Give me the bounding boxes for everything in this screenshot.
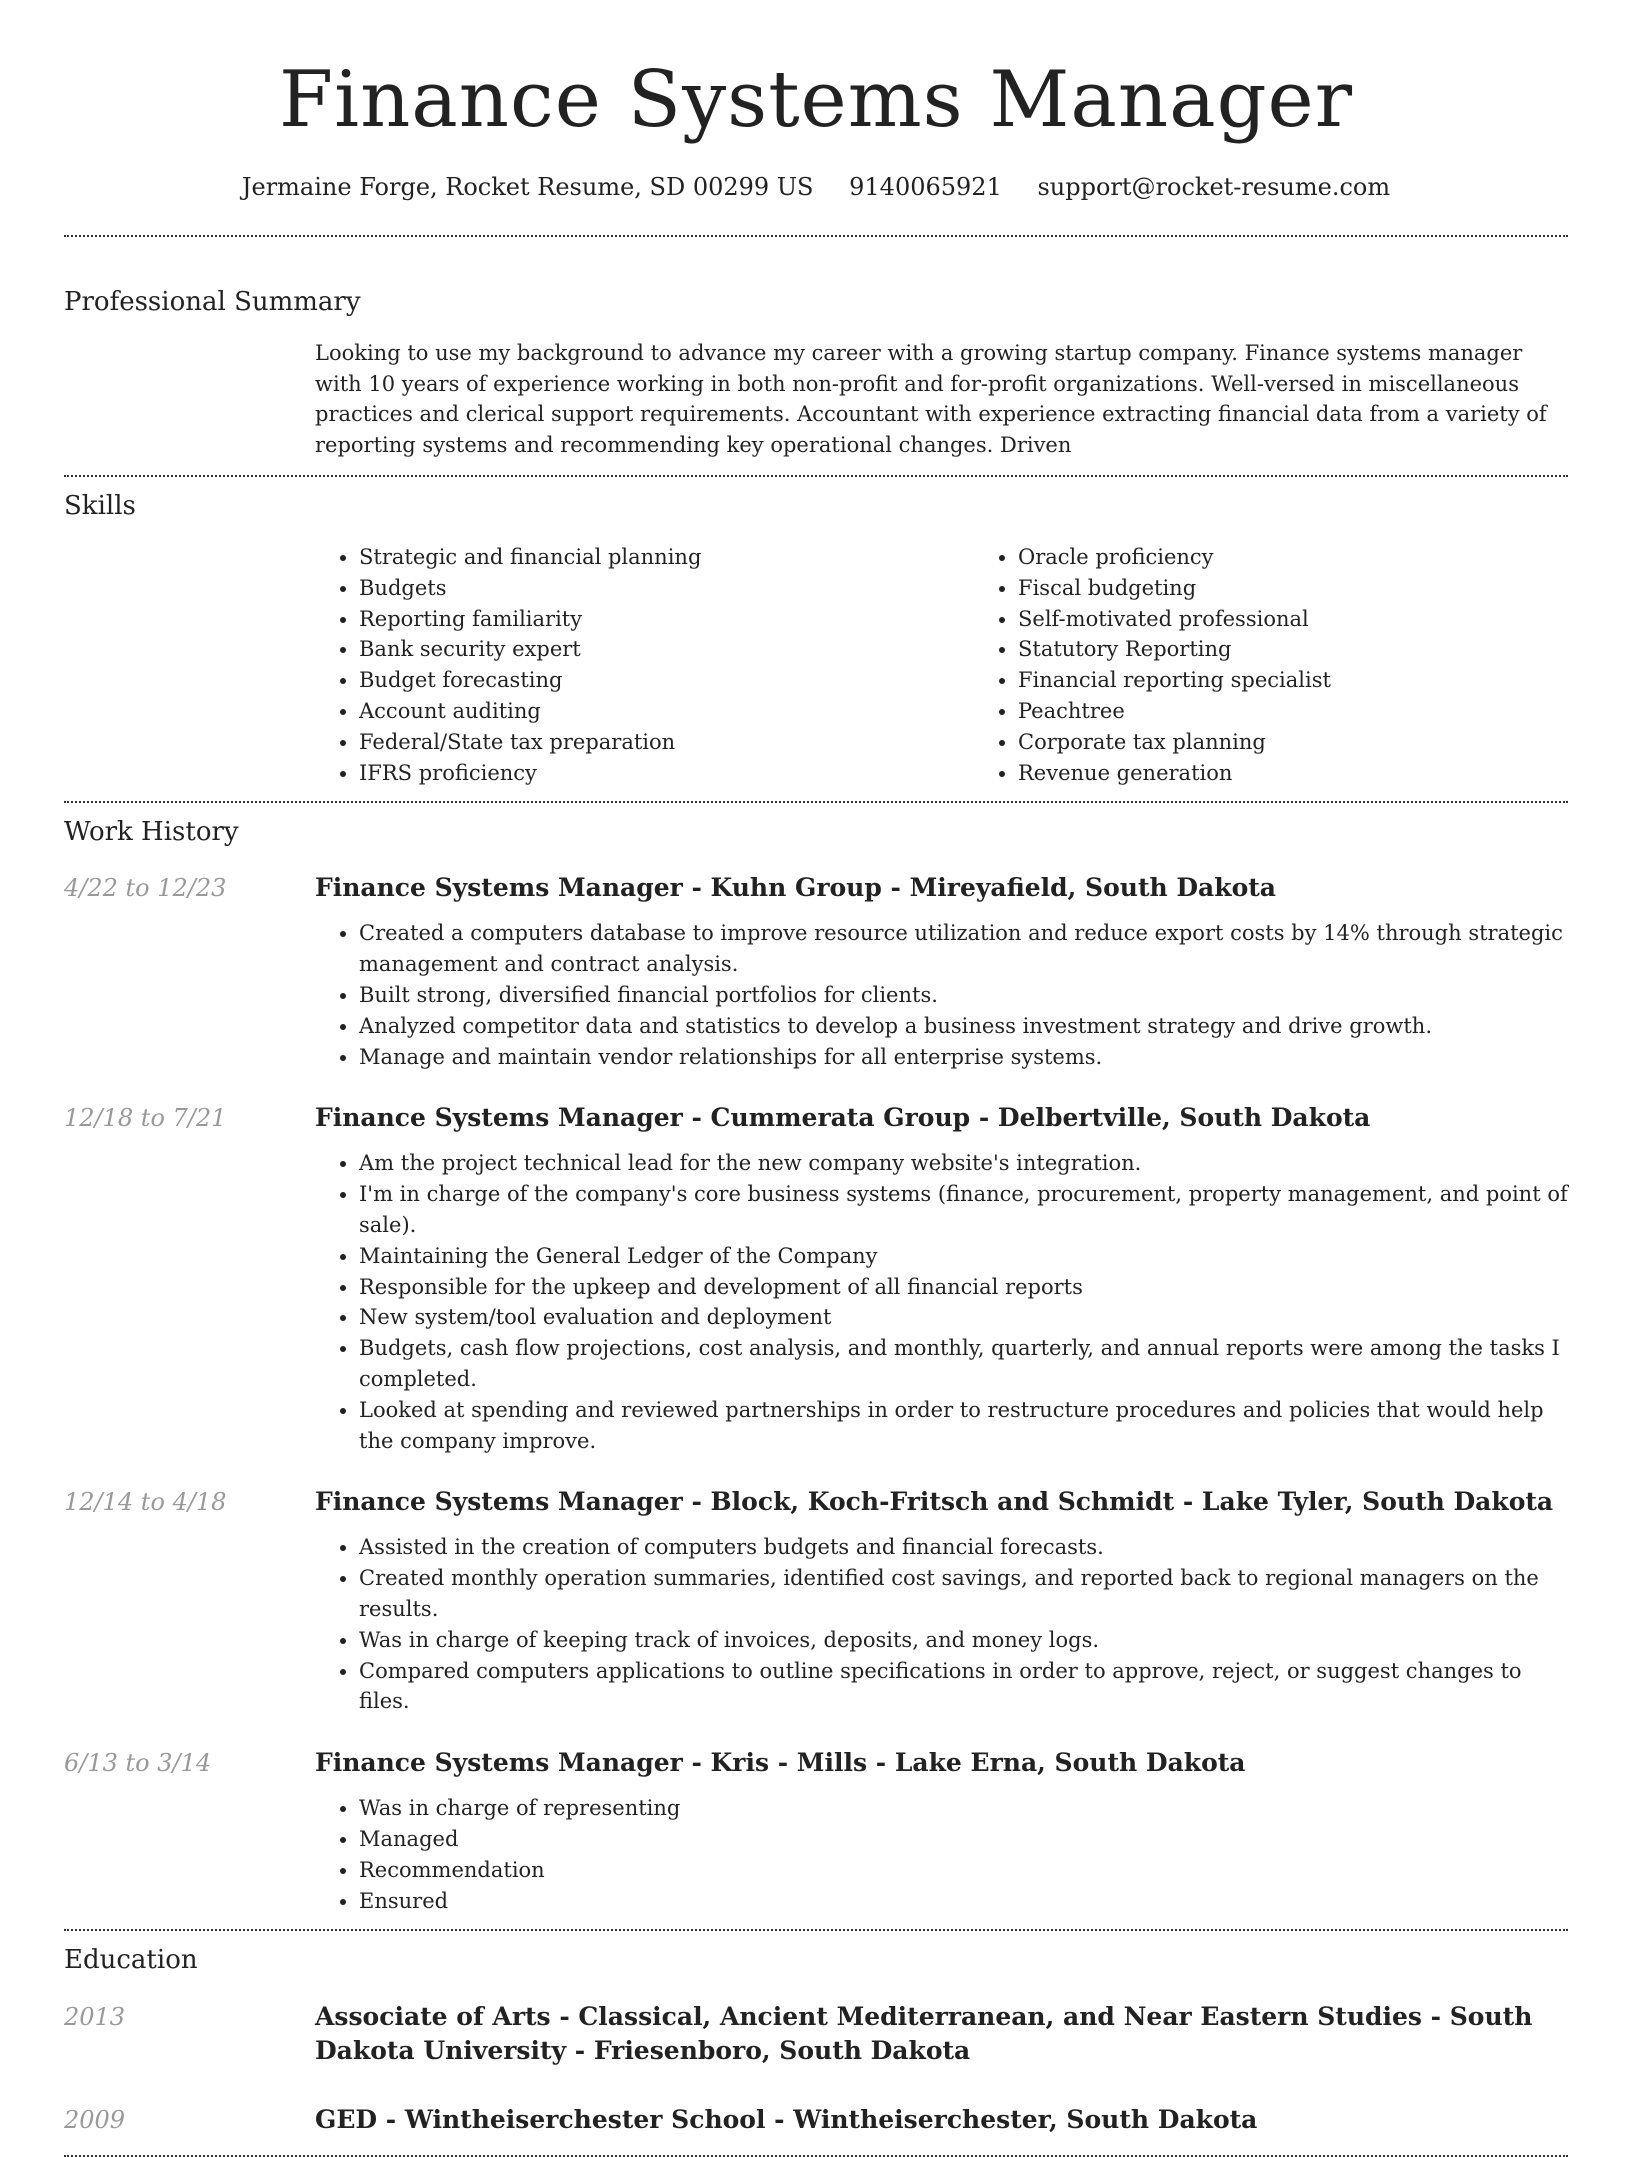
summary-text: Looking to use my background to advance my career with a growing startup company. Finance systems manager with 10 years of experience working in both non-profit and for-profit organizations. Well-versed in miscellaneous practices and clerical support requirements. Accountant with experience extracting financial data from a variety of reporting systems and recommending key operational changes. Driven bbox=[315, 341, 1547, 457]
skill-item: • Strategic and financial planning bbox=[359, 542, 974, 573]
job-dates: 12/14 to 4/18 bbox=[64, 1488, 227, 1517]
job-entry bbox=[64, 1746, 1568, 1916]
job-bullet: • Created monthly operation summaries, identified cost savings, and reported back to regional managers on the results. bbox=[359, 1563, 1568, 1625]
job-bullet: • New system/tool evaluation and deployment bbox=[359, 1302, 1568, 1333]
job-bullets bbox=[315, 1148, 1568, 1456]
job-bullet: • Budgets, cash flow projections, cost analysis, and monthly, quarterly, and annual reports were among the tasks I completed. bbox=[359, 1333, 1568, 1395]
job-bullet: • Responsible for the upkeep and development of all financial reports bbox=[359, 1272, 1568, 1303]
divider-summary bbox=[64, 475, 1568, 477]
education-entry bbox=[64, 2000, 1568, 2068]
work-title: Work History bbox=[64, 817, 239, 848]
skill-item: • Corporate tax planning bbox=[1018, 727, 1331, 758]
job-bullets bbox=[315, 1793, 1568, 1916]
job-bullets bbox=[315, 918, 1568, 1072]
skills-section bbox=[64, 489, 1568, 788]
skill-item: • Budget forecasting bbox=[359, 665, 974, 696]
skill-item: • Bank security expert bbox=[359, 634, 974, 665]
education-title: Education bbox=[64, 1945, 198, 1976]
skills-title: Skills bbox=[64, 491, 136, 521]
job-bullet: • Maintaining the General Ledger of the Company bbox=[359, 1241, 1568, 1272]
job-bullet: • Manage and maintain vendor relationships for all enterprise systems. bbox=[359, 1042, 1568, 1073]
skills-list-right bbox=[974, 542, 1331, 788]
job-bullet: • Recommendation bbox=[359, 1855, 1568, 1886]
job-heading: Finance Systems Manager - Kris - Mills - Lake Erna, South Dakota bbox=[315, 1748, 1246, 1778]
job-heading: Finance Systems Manager - Cummerata Group - Delbertville, South Dakota bbox=[315, 1103, 1371, 1133]
skill-item: • Budgets bbox=[359, 573, 974, 604]
education-heading: Associate of Arts - Classical, Ancient Mediterranean, and Near Eastern Studies - South Dakota University - Friesenboro, South Dakota bbox=[315, 2002, 1533, 2066]
job-bullet: • Created a computers database to improve resource utilization and reduce export costs by 14% through strategic management and contract analysis. bbox=[359, 918, 1568, 980]
contact-line bbox=[64, 170, 1568, 204]
resume-name: Finance Systems Manager bbox=[279, 55, 1353, 145]
job-dates: 4/22 to 12/23 bbox=[64, 874, 227, 903]
job-bullet: • Am the project technical lead for the new company website's integration. bbox=[359, 1148, 1568, 1179]
job-bullets bbox=[315, 1532, 1568, 1717]
education-entry bbox=[64, 2103, 1568, 2137]
job-bullet: • Managed bbox=[359, 1824, 1568, 1855]
skill-item: • Fiscal budgeting bbox=[1018, 573, 1331, 604]
job-bullet: • Was in charge of keeping track of invoices, deposits, and money logs. bbox=[359, 1625, 1568, 1656]
skill-item: • Statutory Reporting bbox=[1018, 634, 1331, 665]
skills-list-left bbox=[315, 542, 974, 788]
skill-item: • Reporting familiarity bbox=[359, 604, 974, 635]
job-bullet: • Built strong, diversified financial portfolios for clients. bbox=[359, 980, 1568, 1011]
job-entry bbox=[64, 1485, 1568, 1717]
divider-work bbox=[64, 1929, 1568, 1931]
skill-item: • Federal/State tax preparation bbox=[359, 727, 974, 758]
job-heading: Finance Systems Manager - Kuhn Group - Mireyafield, South Dakota bbox=[315, 873, 1276, 903]
job-bullet: • Was in charge of representing bbox=[359, 1793, 1568, 1824]
education-heading: GED - Wintheiserchester School - Wintheiserchester, South Dakota bbox=[315, 2105, 1258, 2135]
skill-item: • Revenue generation bbox=[1018, 758, 1331, 789]
education-section bbox=[64, 1943, 1568, 2137]
skill-item: • Self-motivated professional bbox=[1018, 604, 1331, 635]
skill-item: • IFRS proficiency bbox=[359, 758, 974, 789]
job-bullet: • Looked at spending and reviewed partnerships in order to restructure procedures and policies that would help the company improve. bbox=[359, 1395, 1568, 1457]
contact-email: support@rocket-resume.com bbox=[1037, 173, 1391, 201]
education-year: 2013 bbox=[64, 2003, 126, 2032]
education-year: 2009 bbox=[64, 2106, 126, 2135]
contact-address: Jermaine Forge, Rocket Resume, SD 00299 US bbox=[241, 173, 814, 201]
job-heading: Finance Systems Manager - Block, Koch-Fritsch and Schmidt - Lake Tyler, South Dakota bbox=[315, 1487, 1554, 1517]
summary-title: Professional Summary bbox=[64, 287, 361, 317]
job-bullet: • Ensured bbox=[359, 1886, 1568, 1917]
job-entry bbox=[64, 1101, 1568, 1456]
job-bullet: • I'm in charge of the company's core business systems (finance, procurement, property management, and point of sale). bbox=[359, 1179, 1568, 1241]
job-dates: 6/13 to 3/14 bbox=[64, 1749, 212, 1778]
summary-section bbox=[64, 285, 1568, 460]
work-section bbox=[64, 815, 1568, 1916]
skill-item: • Oracle proficiency bbox=[1018, 542, 1331, 573]
divider-header bbox=[64, 235, 1568, 237]
contact-phone: 9140065921 bbox=[849, 173, 1002, 201]
job-bullet: • Analyzed competitor data and statistics to develop a business investment strategy and drive growth. bbox=[359, 1011, 1568, 1042]
skill-item: • Peachtree bbox=[1018, 696, 1331, 727]
job-bullet: • Assisted in the creation of computers budgets and financial forecasts. bbox=[359, 1532, 1568, 1563]
job-dates: 12/18 to 7/21 bbox=[64, 1104, 227, 1133]
job-bullet: • Compared computers applications to outline specifications in order to approve, reject, or suggest changes to files. bbox=[359, 1656, 1568, 1718]
divider-skills bbox=[64, 801, 1568, 803]
skill-item: • Account auditing bbox=[359, 696, 974, 727]
skill-item: • Financial reporting specialist bbox=[1018, 665, 1331, 696]
job-entry bbox=[64, 871, 1568, 1072]
